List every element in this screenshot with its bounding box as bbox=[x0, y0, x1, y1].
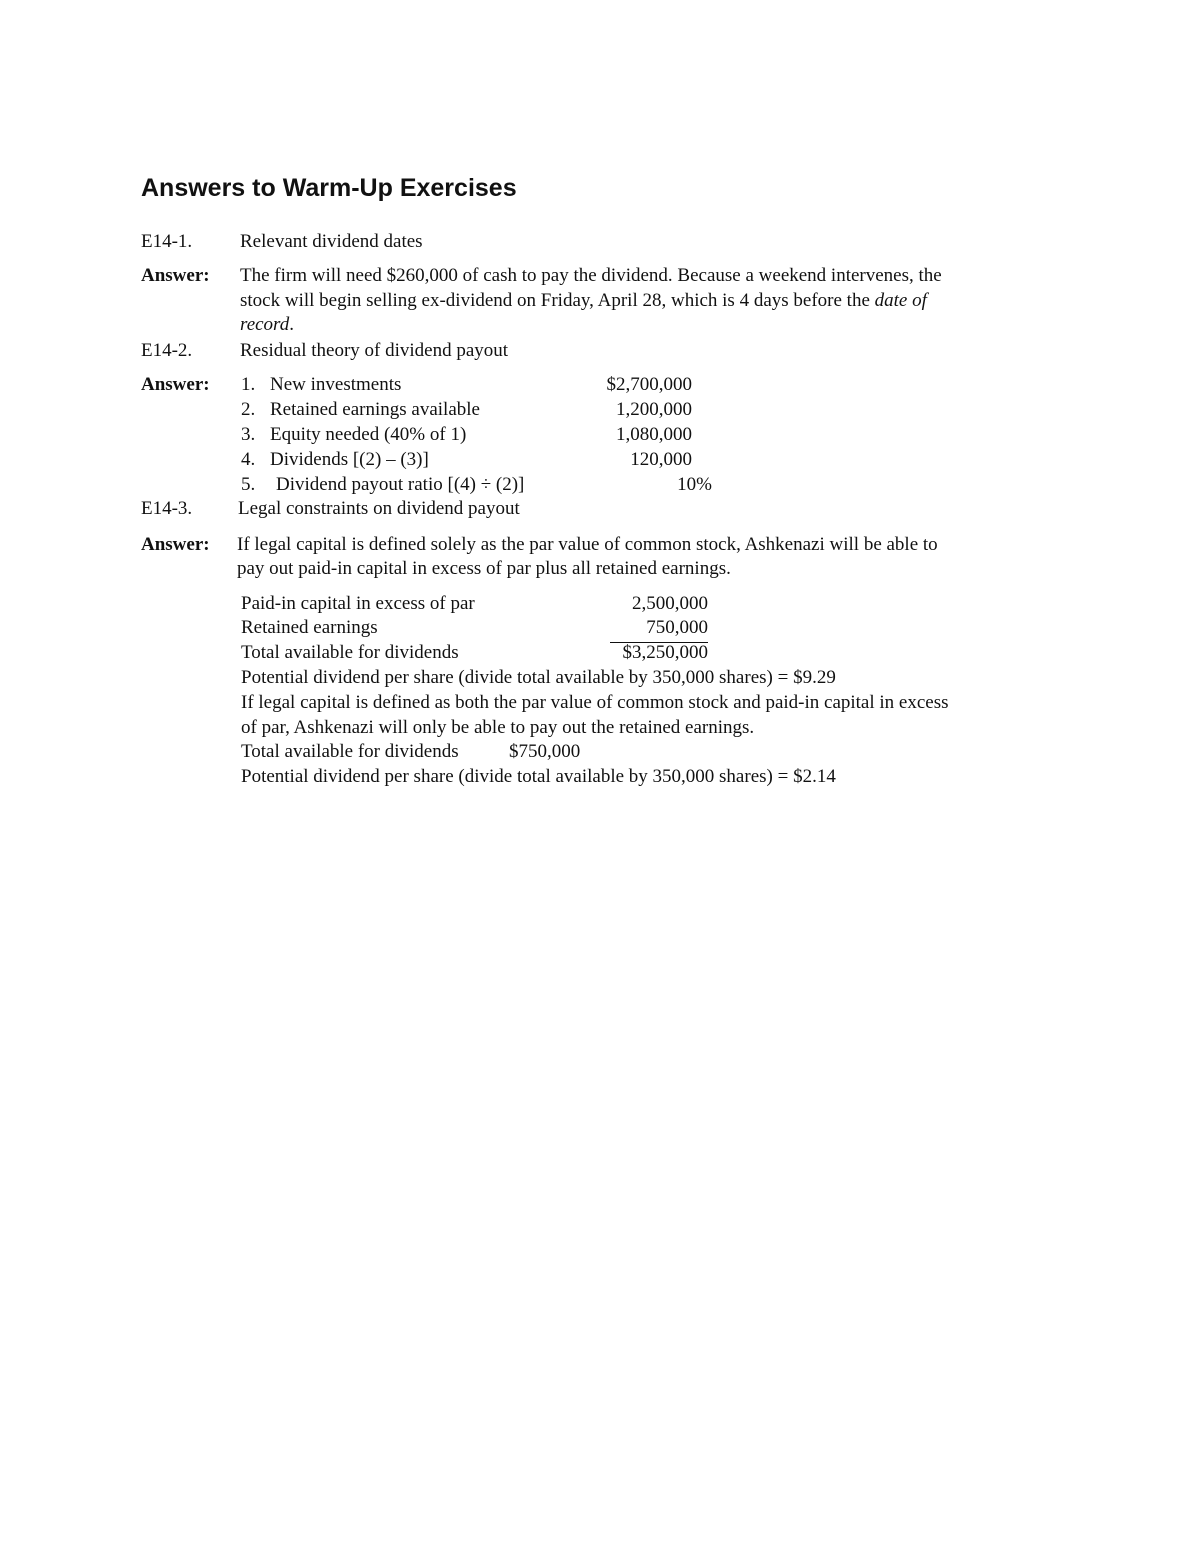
answer-line-2: pay out paid-in capital in excess of par plus all retained earnings. bbox=[237, 558, 731, 579]
total-available-value: $750,000 bbox=[509, 741, 581, 762]
answer-label-e14-2: Answer: bbox=[141, 374, 210, 395]
list-item-value: 10% bbox=[677, 474, 712, 495]
table-row-value: 750,000 bbox=[646, 617, 708, 638]
answer-label-e14-1: Answer: bbox=[141, 265, 210, 286]
dividend-per-share-line: Potential dividend per share (divide total available by 350,000 shares) = $9.29 bbox=[241, 667, 836, 688]
page-title: Answers to Warm-Up Exercises bbox=[141, 174, 517, 202]
answer-line-1: The firm will need $260,000 of cash to pay the dividend. Because a weekend intervenes, the bbox=[240, 265, 942, 286]
answer-label-e14-3: Answer: bbox=[141, 534, 210, 555]
list-item-text: Dividends [(2) – (3)] bbox=[270, 449, 429, 470]
table-row-value: 2,500,000 bbox=[632, 593, 708, 614]
exercise-label-e14-1: E14-1. bbox=[141, 231, 193, 252]
paragraph-line: If legal capital is defined as both the par value of common stock and paid-in capital in excess bbox=[241, 692, 949, 713]
table-row-label: Paid-in capital in excess of par bbox=[241, 593, 475, 614]
list-item-text: Retained earnings available bbox=[270, 399, 480, 420]
total-available-label: Total available for dividends bbox=[241, 741, 459, 762]
list-item-number: 3. bbox=[241, 424, 256, 445]
answer-line-2: stock will begin selling ex-dividend on Friday, April 28, which is 4 days before the date of bbox=[240, 290, 927, 311]
list-item-text: New investments bbox=[270, 374, 402, 395]
list-item-value: 120,000 bbox=[630, 449, 692, 470]
table-row-label: Retained earnings bbox=[241, 617, 378, 638]
list-item-number: 1. bbox=[241, 374, 256, 395]
list-item-number: 4. bbox=[241, 449, 256, 470]
exercise-topic-e14-2: Residual theory of dividend payout bbox=[240, 340, 509, 361]
dividend-per-share-line: Potential dividend per share (divide total available by 350,000 shares) = $2.14 bbox=[241, 766, 836, 787]
answer-line-3: record. bbox=[240, 314, 294, 335]
table-row-label: Total available for dividends bbox=[241, 642, 459, 663]
exercise-label-e14-3: E14-3. bbox=[141, 498, 193, 519]
list-item-text: Equity needed (40% of 1) bbox=[270, 424, 467, 445]
answer-line-1: If legal capital is defined solely as the par value of common stock, Ashkenazi will be able to bbox=[237, 534, 938, 555]
list-item-value: 1,080,000 bbox=[616, 424, 692, 445]
list-item-number: 2. bbox=[241, 399, 256, 420]
list-item-value: 1,200,000 bbox=[616, 399, 692, 420]
list-item-value: $2,700,000 bbox=[606, 374, 692, 395]
list-item-number: 5. bbox=[241, 474, 256, 495]
list-item-text: Dividend payout ratio [(4) ÷ (2)] bbox=[276, 474, 525, 495]
exercise-topic-e14-1: Relevant dividend dates bbox=[240, 231, 423, 252]
table-row-value: $3,250,000 bbox=[622, 642, 708, 663]
exercise-topic-e14-3: Legal constraints on dividend payout bbox=[238, 498, 520, 519]
paragraph-line: of par, Ashkenazi will only be able to pay out the retained earnings. bbox=[241, 717, 755, 738]
exercise-label-e14-2: E14-2. bbox=[141, 340, 193, 361]
